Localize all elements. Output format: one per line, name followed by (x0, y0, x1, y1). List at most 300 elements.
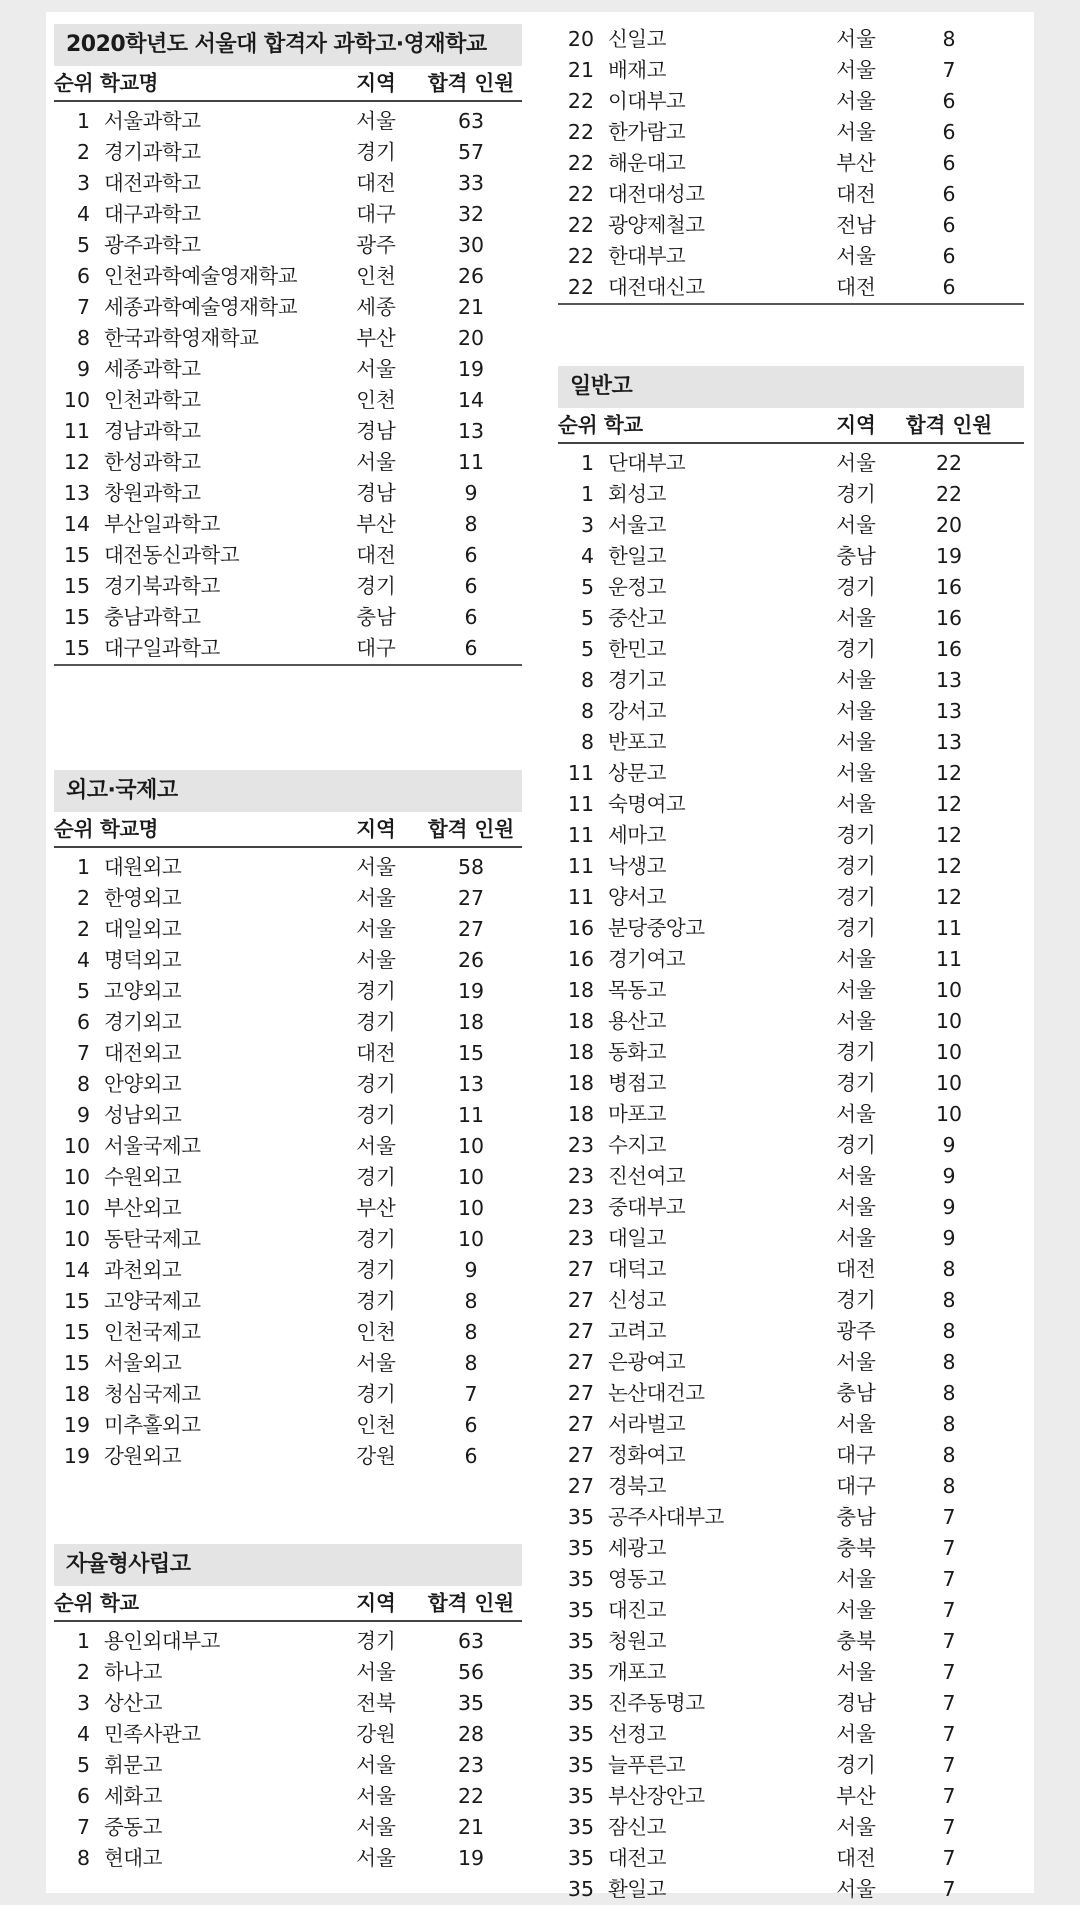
rank-cell: 1 (580, 451, 594, 475)
school-name-cell: 한성과학고 (104, 450, 201, 474)
count-cell: 15 (457, 1041, 485, 1065)
region-cell: 경기 (836, 1040, 876, 1064)
count-cell: 7 (942, 1505, 956, 1529)
count-cell: 10 (935, 1009, 963, 1033)
table-row (558, 1595, 1024, 1626)
rank-cell: 18 (567, 1009, 594, 1033)
count-cell: 13 (457, 1072, 485, 1096)
count-cell: 8 (942, 1443, 956, 1467)
count-cell: 10 (935, 978, 963, 1002)
rank-cell: 35 (567, 1691, 594, 1715)
school-name-cell: 대전과학고 (104, 171, 201, 195)
region-cell: 서울 (836, 792, 876, 816)
table-body (558, 448, 1024, 1905)
school-name-cell: 낙생고 (608, 854, 666, 878)
region-cell: 경기 (836, 916, 876, 940)
table-row (558, 1843, 1024, 1874)
table-row (558, 210, 1024, 241)
table-row (54, 1781, 522, 1812)
rank-cell: 8 (580, 668, 594, 692)
region-cell: 경기 (836, 1133, 876, 1157)
region-cell: 경기 (836, 854, 876, 878)
table-row (558, 1223, 1024, 1254)
school-name-cell: 세광고 (608, 1536, 666, 1560)
rank-cell: 18 (567, 1040, 594, 1064)
rank-cell: 35 (567, 1536, 594, 1560)
school-name-cell: 경기북과학고 (104, 574, 220, 598)
count-cell: 28 (457, 1722, 485, 1746)
school-name-cell: 강서고 (608, 699, 666, 723)
count-cell: 58 (457, 855, 485, 879)
rank-cell: 5 (580, 575, 594, 599)
rank-cell: 1 (580, 482, 594, 506)
region-cell: 경기 (356, 1629, 396, 1653)
rank-cell: 27 (567, 1257, 594, 1281)
count-cell: 19 (457, 979, 485, 1003)
count-cell: 13 (935, 730, 963, 754)
region-cell: 세종 (356, 295, 396, 319)
count-cell: 19 (935, 544, 963, 568)
rank-cell: 27 (567, 1443, 594, 1467)
region-cell: 경기 (836, 575, 876, 599)
table-row (54, 416, 522, 447)
school-name-cell: 대진고 (608, 1598, 666, 1622)
region-cell: 서울 (356, 1753, 396, 1777)
header-region: 지역 (356, 817, 396, 841)
rank-cell: 8 (76, 1072, 90, 1096)
count-cell: 8 (942, 27, 956, 51)
count-cell: 20 (457, 326, 485, 350)
rank-cell: 1 (76, 1629, 90, 1653)
count-cell: 10 (457, 1227, 485, 1251)
rank-cell: 15 (63, 636, 90, 660)
rank-cell: 18 (567, 1071, 594, 1095)
school-name-cell: 용인외대부고 (104, 1629, 220, 1653)
table-row (54, 509, 522, 540)
section-title: 외고·국제고 (54, 770, 522, 812)
table-row (558, 1378, 1024, 1409)
table-row (54, 1441, 522, 1472)
count-cell: 13 (935, 668, 963, 692)
header-rank: 순위 (54, 71, 94, 95)
rank-cell: 5 (76, 233, 90, 257)
autonomous-private-school-section (54, 1544, 522, 1874)
school-name-cell: 대전대신고 (608, 275, 705, 299)
table-row (558, 510, 1024, 541)
school-name-cell: 진주동명고 (608, 1691, 705, 1715)
count-cell: 7 (942, 1846, 956, 1870)
region-cell: 대전 (356, 1041, 396, 1065)
region-cell: 대구 (836, 1443, 876, 1467)
school-name-cell: 병점고 (608, 1071, 666, 1095)
rank-cell: 7 (76, 1815, 90, 1839)
rank-cell: 11 (567, 792, 594, 816)
region-cell: 경기 (836, 1288, 876, 1312)
region-cell: 부산 (356, 326, 396, 350)
table-row (54, 540, 522, 571)
region-cell: 서울 (836, 1102, 876, 1126)
count-cell: 10 (457, 1165, 485, 1189)
school-name-cell: 서라벌고 (608, 1412, 686, 1436)
rank-cell: 16 (567, 947, 594, 971)
count-cell: 20 (935, 513, 963, 537)
count-cell: 7 (942, 1629, 956, 1653)
rank-cell: 8 (580, 730, 594, 754)
table-row (54, 1626, 522, 1657)
school-name-cell: 반포고 (608, 730, 666, 754)
school-name-cell: 미추홀외고 (104, 1413, 201, 1437)
school-name-cell: 정화여고 (608, 1443, 686, 1467)
table-row (558, 1688, 1024, 1719)
count-cell: 6 (942, 120, 956, 144)
school-name-cell: 서울고 (608, 513, 666, 537)
table-body (558, 24, 1024, 305)
table-row (558, 241, 1024, 272)
table-row (54, 1812, 522, 1843)
count-cell: 26 (457, 948, 485, 972)
table-row (54, 447, 522, 478)
region-cell: 서울 (836, 1226, 876, 1250)
table-row (558, 448, 1024, 479)
school-name-cell: 선정고 (608, 1722, 666, 1746)
region-cell: 서울 (836, 89, 876, 113)
table-row (54, 137, 522, 168)
count-cell: 8 (942, 1319, 956, 1343)
table-row (54, 976, 522, 1007)
rank-cell: 35 (567, 1815, 594, 1839)
count-cell: 7 (464, 1382, 478, 1406)
count-cell: 11 (935, 947, 963, 971)
school-name-cell: 청심국제고 (104, 1382, 201, 1406)
table-row (54, 883, 522, 914)
header-region: 지역 (356, 71, 396, 95)
count-cell: 32 (457, 202, 485, 226)
rank-cell: 9 (76, 1103, 90, 1127)
rank-cell: 6 (76, 264, 90, 288)
table-row (558, 727, 1024, 758)
table-row (558, 117, 1024, 148)
region-cell: 서울 (836, 730, 876, 754)
rank-cell: 27 (567, 1350, 594, 1374)
school-name-cell: 상문고 (608, 761, 666, 785)
count-cell: 6 (464, 543, 478, 567)
count-cell: 19 (457, 357, 485, 381)
table-row (558, 479, 1024, 510)
rank-cell: 35 (567, 1629, 594, 1653)
school-name-cell: 대구일과학고 (104, 636, 220, 660)
table-row (558, 24, 1024, 55)
table-row (558, 665, 1024, 696)
count-cell: 8 (464, 512, 478, 536)
table-row (558, 86, 1024, 117)
rank-cell: 15 (63, 1351, 90, 1375)
rank-cell: 13 (63, 481, 90, 505)
count-cell: 23 (457, 1753, 485, 1777)
rank-cell: 5 (580, 606, 594, 630)
school-name-cell: 세종과학예술영재학교 (104, 295, 298, 319)
region-cell: 대전 (836, 182, 876, 206)
rank-cell: 7 (76, 1041, 90, 1065)
table-row (558, 603, 1024, 634)
region-cell: 부산 (836, 151, 876, 175)
region-cell: 경기 (356, 1227, 396, 1251)
foreign-language-school-section (54, 770, 522, 1472)
rank-cell: 35 (567, 1567, 594, 1591)
table-row (558, 1068, 1024, 1099)
table-row (558, 1657, 1024, 1688)
count-cell: 33 (457, 171, 485, 195)
region-cell: 인천 (356, 264, 396, 288)
school-name-cell: 배재고 (608, 58, 666, 82)
region-cell: 전남 (836, 213, 876, 237)
rank-cell: 35 (567, 1660, 594, 1684)
school-name-cell: 세마고 (608, 823, 666, 847)
table-row (54, 1348, 522, 1379)
school-name-cell: 경기과학고 (104, 140, 201, 164)
school-name-cell: 경기고 (608, 668, 666, 692)
region-cell: 서울 (356, 917, 396, 941)
school-name-cell: 세화고 (104, 1784, 162, 1808)
school-name-cell: 환일고 (608, 1877, 666, 1901)
rank-cell: 15 (63, 1320, 90, 1344)
count-cell: 27 (457, 886, 485, 910)
school-name-cell: 영동고 (608, 1567, 666, 1591)
region-cell: 경기 (836, 1071, 876, 1095)
region-cell: 인천 (356, 1320, 396, 1344)
rank-cell: 5 (580, 637, 594, 661)
region-cell: 경남 (836, 1691, 876, 1715)
region-cell: 충남 (836, 1381, 876, 1405)
region-cell: 광주 (836, 1319, 876, 1343)
school-name-cell: 대일고 (608, 1226, 666, 1250)
count-cell: 11 (935, 916, 963, 940)
count-cell: 9 (942, 1133, 956, 1157)
table-row (54, 261, 522, 292)
rank-cell: 35 (567, 1877, 594, 1901)
region-cell: 경기 (356, 1258, 396, 1282)
count-cell: 63 (457, 1629, 485, 1653)
rank-cell: 18 (567, 1102, 594, 1126)
autonomous-private-school-continued (558, 24, 1024, 305)
region-cell: 대전 (356, 171, 396, 195)
table-row (558, 1440, 1024, 1471)
region-cell: 서울 (836, 513, 876, 537)
rank-cell: 10 (63, 1227, 90, 1251)
school-name-cell: 해운대고 (608, 151, 686, 175)
school-name-cell: 신성고 (608, 1288, 666, 1312)
table-row (54, 1657, 522, 1688)
count-cell: 6 (464, 1444, 478, 1468)
table-row (558, 1347, 1024, 1378)
school-name-cell: 경남과학고 (104, 419, 201, 443)
table-row (558, 1564, 1024, 1595)
count-cell: 6 (942, 275, 956, 299)
rank-cell: 6 (76, 1784, 90, 1808)
count-cell: 8 (942, 1474, 956, 1498)
region-cell: 서울 (836, 699, 876, 723)
rank-cell: 19 (63, 1444, 90, 1468)
count-cell: 7 (942, 1722, 956, 1746)
region-cell: 부산 (356, 512, 396, 536)
count-cell: 16 (935, 637, 963, 661)
rank-cell: 23 (567, 1226, 594, 1250)
region-cell: 서울 (836, 606, 876, 630)
region-cell: 서울 (836, 1195, 876, 1219)
school-name-cell: 논산대건고 (608, 1381, 705, 1405)
table-row (54, 1193, 522, 1224)
school-name-cell: 한일고 (608, 544, 666, 568)
header-name: 학교명 (100, 71, 158, 95)
table-row (558, 1285, 1024, 1316)
school-name-cell: 민족사관고 (104, 1722, 201, 1746)
header-name: 학교명 (100, 817, 158, 841)
header-count: 합격 인원 (427, 817, 515, 841)
table-row (558, 1409, 1024, 1440)
region-cell: 서울 (836, 451, 876, 475)
rank-cell: 3 (76, 171, 90, 195)
science-school-section (54, 24, 522, 666)
region-cell: 서울 (836, 668, 876, 692)
school-name-cell: 은광여고 (608, 1350, 686, 1374)
count-cell: 7 (942, 1877, 956, 1901)
school-name-cell: 공주사대부고 (608, 1505, 724, 1529)
rank-cell: 22 (567, 275, 594, 299)
count-cell: 6 (942, 213, 956, 237)
table-row (558, 1874, 1024, 1905)
school-name-cell: 중산고 (608, 606, 666, 630)
region-cell: 서울 (356, 450, 396, 474)
count-cell: 12 (935, 761, 963, 785)
school-name-cell: 대덕고 (608, 1257, 666, 1281)
table-row (54, 914, 522, 945)
region-cell: 서울 (836, 27, 876, 51)
table-row (54, 1007, 522, 1038)
table-row (54, 199, 522, 230)
rank-cell: 3 (76, 1691, 90, 1715)
school-name-cell: 대일외고 (104, 917, 182, 941)
region-cell: 서울 (836, 120, 876, 144)
count-cell: 7 (942, 1567, 956, 1591)
count-cell: 8 (942, 1350, 956, 1374)
rank-cell: 27 (567, 1319, 594, 1343)
table-row (558, 1130, 1024, 1161)
table-row (54, 1750, 522, 1781)
table-row (54, 230, 522, 261)
region-cell: 충남 (836, 544, 876, 568)
count-cell: 56 (457, 1660, 485, 1684)
count-cell: 11 (457, 450, 485, 474)
count-cell: 9 (942, 1226, 956, 1250)
school-name-cell: 운정고 (608, 575, 666, 599)
count-cell: 10 (457, 1196, 485, 1220)
rank-cell: 9 (76, 357, 90, 381)
table-row (54, 1100, 522, 1131)
region-cell: 서울 (836, 1567, 876, 1591)
rank-cell: 23 (567, 1195, 594, 1219)
count-cell: 8 (464, 1289, 478, 1313)
count-cell: 13 (935, 699, 963, 723)
school-name-cell: 세종과학고 (104, 357, 201, 381)
school-name-cell: 경기외고 (104, 1010, 182, 1034)
count-cell: 7 (942, 1691, 956, 1715)
region-cell: 서울 (356, 1660, 396, 1684)
table-row (54, 354, 522, 385)
section-title: 일반고 (558, 366, 1024, 408)
table-row (558, 179, 1024, 210)
school-name-cell: 명덕외고 (104, 948, 182, 972)
section-title: 2020학년도 서울대 합격자 과학고·영재학교 (54, 24, 522, 66)
rank-cell: 18 (567, 978, 594, 1002)
rank-cell: 11 (63, 419, 90, 443)
rank-cell: 4 (76, 1722, 90, 1746)
region-cell: 경기 (356, 1103, 396, 1127)
count-cell: 8 (464, 1320, 478, 1344)
table-row (558, 1192, 1024, 1223)
school-name-cell: 신일고 (608, 27, 666, 51)
rank-cell: 11 (567, 761, 594, 785)
rank-cell: 22 (567, 213, 594, 237)
school-name-cell: 상산고 (104, 1691, 162, 1715)
school-name-cell: 충남과학고 (104, 605, 201, 629)
school-name-cell: 잠신고 (608, 1815, 666, 1839)
school-name-cell: 광양제철고 (608, 213, 705, 237)
school-name-cell: 동화고 (608, 1040, 666, 1064)
count-cell: 22 (935, 451, 963, 475)
count-cell: 22 (935, 482, 963, 506)
rank-cell: 35 (567, 1846, 594, 1870)
school-name-cell: 인천과학고 (104, 388, 201, 412)
rank-cell: 8 (76, 326, 90, 350)
table-row (54, 945, 522, 976)
school-name-cell: 동탄국제고 (104, 1227, 201, 1251)
rank-cell: 23 (567, 1133, 594, 1157)
rank-cell: 22 (567, 182, 594, 206)
table-row (558, 148, 1024, 179)
rank-cell: 4 (76, 948, 90, 972)
region-cell: 서울 (836, 1722, 876, 1746)
table-row (558, 1502, 1024, 1533)
school-name-cell: 늘푸른고 (608, 1753, 686, 1777)
region-cell: 서울 (836, 978, 876, 1002)
table-row (54, 1688, 522, 1719)
count-cell: 7 (942, 1784, 956, 1808)
school-name-cell: 경기여고 (608, 947, 686, 971)
header-rank: 순위 (558, 413, 598, 437)
count-cell: 18 (457, 1010, 485, 1034)
rank-cell: 4 (580, 544, 594, 568)
school-name-cell: 부산외고 (104, 1196, 182, 1220)
count-cell: 7 (942, 1753, 956, 1777)
table-row (558, 882, 1024, 913)
rank-cell: 2 (76, 1660, 90, 1684)
table-row (54, 292, 522, 323)
count-cell: 11 (457, 1103, 485, 1127)
rank-cell: 11 (567, 885, 594, 909)
table-row (54, 1131, 522, 1162)
school-name-cell: 안양외고 (104, 1072, 182, 1096)
count-cell: 6 (942, 151, 956, 175)
count-cell: 22 (457, 1784, 485, 1808)
table-row (54, 1069, 522, 1100)
count-cell: 12 (935, 885, 963, 909)
school-name-cell: 대전동신과학고 (104, 543, 240, 567)
count-cell: 8 (942, 1381, 956, 1405)
table-row (558, 696, 1024, 727)
region-cell: 충북 (836, 1536, 876, 1560)
header-name: 학교 (100, 1591, 139, 1615)
rank-cell: 1 (76, 109, 90, 133)
table-header (54, 1586, 522, 1622)
